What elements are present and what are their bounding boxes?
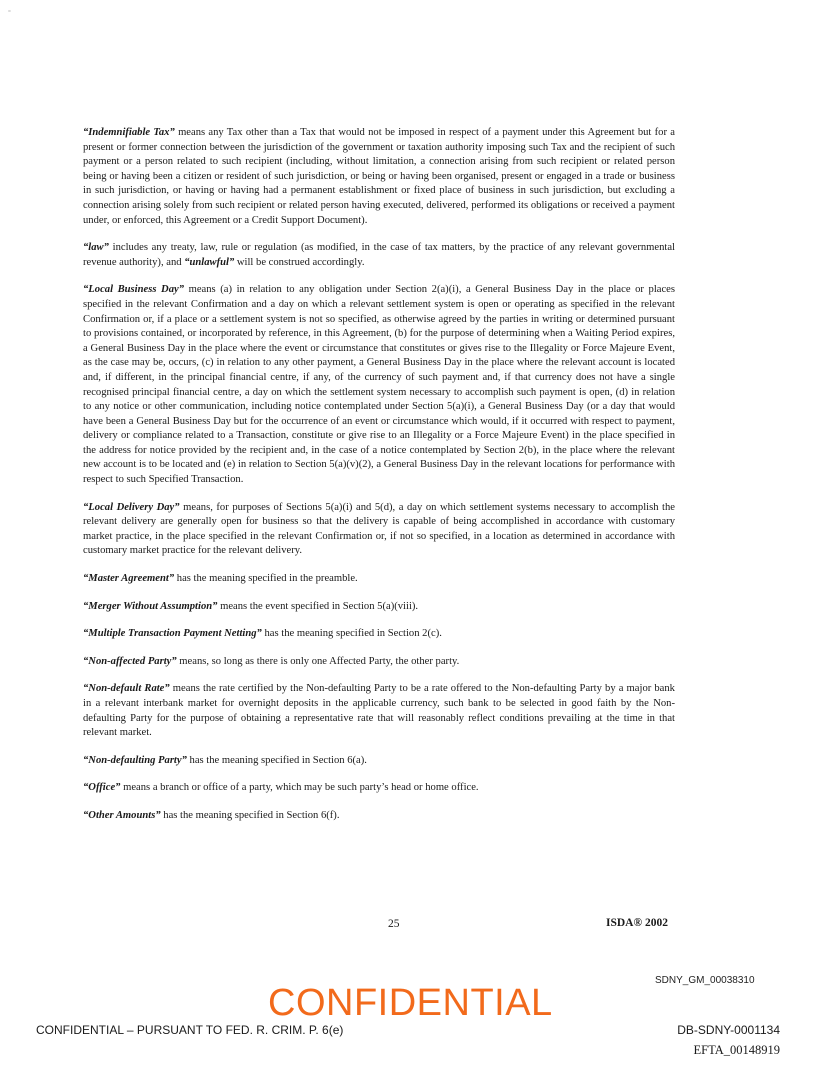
document-label: ISDA® 2002 xyxy=(606,917,668,929)
definition-non-defaulting-party: “Non-defaulting Party” has the meaning specified in Section 6(a). xyxy=(83,754,367,766)
definition-law: “law” includes any treaty, law, rule or regulation (as modified, in the case of tax matters, by the practice of any relevant governmental revenue authority), and “unlawful” will be construed accordingly. xyxy=(83,242,675,268)
page-number: 25 xyxy=(388,918,400,930)
definition-office: “Office” means a branch or office of a party, which may be such party’s head or home office. xyxy=(83,782,479,794)
confidentiality-legend: CONFIDENTIAL – PURSUANT TO FED. R. CRIM. P. 6(e) xyxy=(36,1023,344,1037)
definition-local-delivery-day: “Local Delivery Day” means, for purposes of Sections 5(a)(i) and 5(d), a day on which settlement systems necessary to accomplish the relevant delivery are generally open for business so that the delivery is capable of being accomplished in accordance with customary market practice, in the place specified in the relevant Confirmation or, if not so specified, in a location as determined in accordance with customary market practice for the relevant delivery. xyxy=(83,501,676,557)
confidential-stamp: CONFIDENTIAL xyxy=(268,982,553,1024)
definition-non-affected-party: “Non-affected Party” means, so long as there is only one Affected Party, the other party. xyxy=(83,655,460,667)
definition-multiple-transaction-payment-netting: “Multiple Transaction Payment Netting” has the meaning specified in Section 2(c). xyxy=(83,628,442,640)
definition-other-amounts: “Other Amounts” has the meaning specified in Section 6(f). xyxy=(83,809,340,821)
bates-number-db-sdny: DB-SDNY-0001134 xyxy=(677,1023,780,1037)
scan-corner-mark: = xyxy=(8,9,11,15)
definition-indemnifiable-tax: “Indemnifiable Tax” means any Tax other than a Tax that would not be imposed in respect of a payment under this Agreement but for a present or former connection between the jurisdiction of the government or taxation authority imposing such Tax and the recipient of such payment or a person related to such recipient (including, without limitation, a connection arising from such recipient or related person being or having been a citizen or resident of such jurisdiction, or being or having been organised, present or engaged in a trade or business in such jurisdiction, or having or having had a permanent establishment or fixed place of business in such jurisdiction, but excluding a connection arising solely from such recipient or related person having executed, delivered, performed its obligations or received a payment under, or enforced, this Agreement or a Credit Support Document). xyxy=(83,127,675,226)
definition-merger-without-assumption: “Merger Without Assumption” means the event specified in Section 5(a)(viii). xyxy=(83,600,419,612)
definition-local-business-day: “Local Business Day” means (a) in relation to any obligation under Section 2(a)(i), a General Business Day in the place or places specified in the relevant Confirmation and a day on which a relevant settlement system is open or operating as specified in the relevant Confirmation or, if a place or a settlement system is not so specified, as otherwise agreed by the parties in writing or determined pursuant to provisions contained, or incorporated by reference, in this Agreement, (b) for the purpose of determining when a Waiting Period expires, a General Business Day in the place where the event or circumstance that constitutes or gives rise to the Illegality or Force Majeure Event, as the case may be, occurs, (c) in relation to any other payment, a General Business Day in the place where the relevant account is located and, if different, in the principal financial centre, if any, of the currency of such payment and, if that currency does not have a single recognised principal financial centre, a day on which the settlement system necessary to accomplish such payment is open, (d) in relation to any notice or other communication, including notice contemplated under Section 5(a)(i), a General Business Day (or a day that would have been a General Business Day but for the occurrence of an event or circumstance which would, if it occurred with respect to payment, delivery or compliance related to a Transaction, constitute or give rise to an Illegality or a Force Majeure Event) in the place specified in the address for notice provided by the recipient and, in the case of a notice contemplated by Section 2(b), in the place where the relevant new account is to be located and (e) in relation to Section 5(a)(v)(2), a General Business Day in the relevant locations for performance with respect to such Specified Transaction. xyxy=(83,284,676,486)
definition-master-agreement: “Master Agreement” has the meaning specified in the preamble. xyxy=(83,573,358,585)
bates-number-sdny-gm: SDNY_GM_00038310 xyxy=(655,975,755,986)
bates-number-efta: EFTA_00148919 xyxy=(693,1043,780,1057)
definition-non-default-rate: “Non-default Rate” means the rate certified by the Non-defaulting Party to be a rate offered to the Non-defaulting Party by a major bank in a relevant interbank market for overnight deposits in the applicable currency, such bank to be selected in good faith by the Non-defaulting Party for the purpose of obtaining a representative rate that will reasonably reflect conditions prevailing at the time in that relevant market. xyxy=(83,683,675,739)
definitions-body xyxy=(83,126,675,837)
